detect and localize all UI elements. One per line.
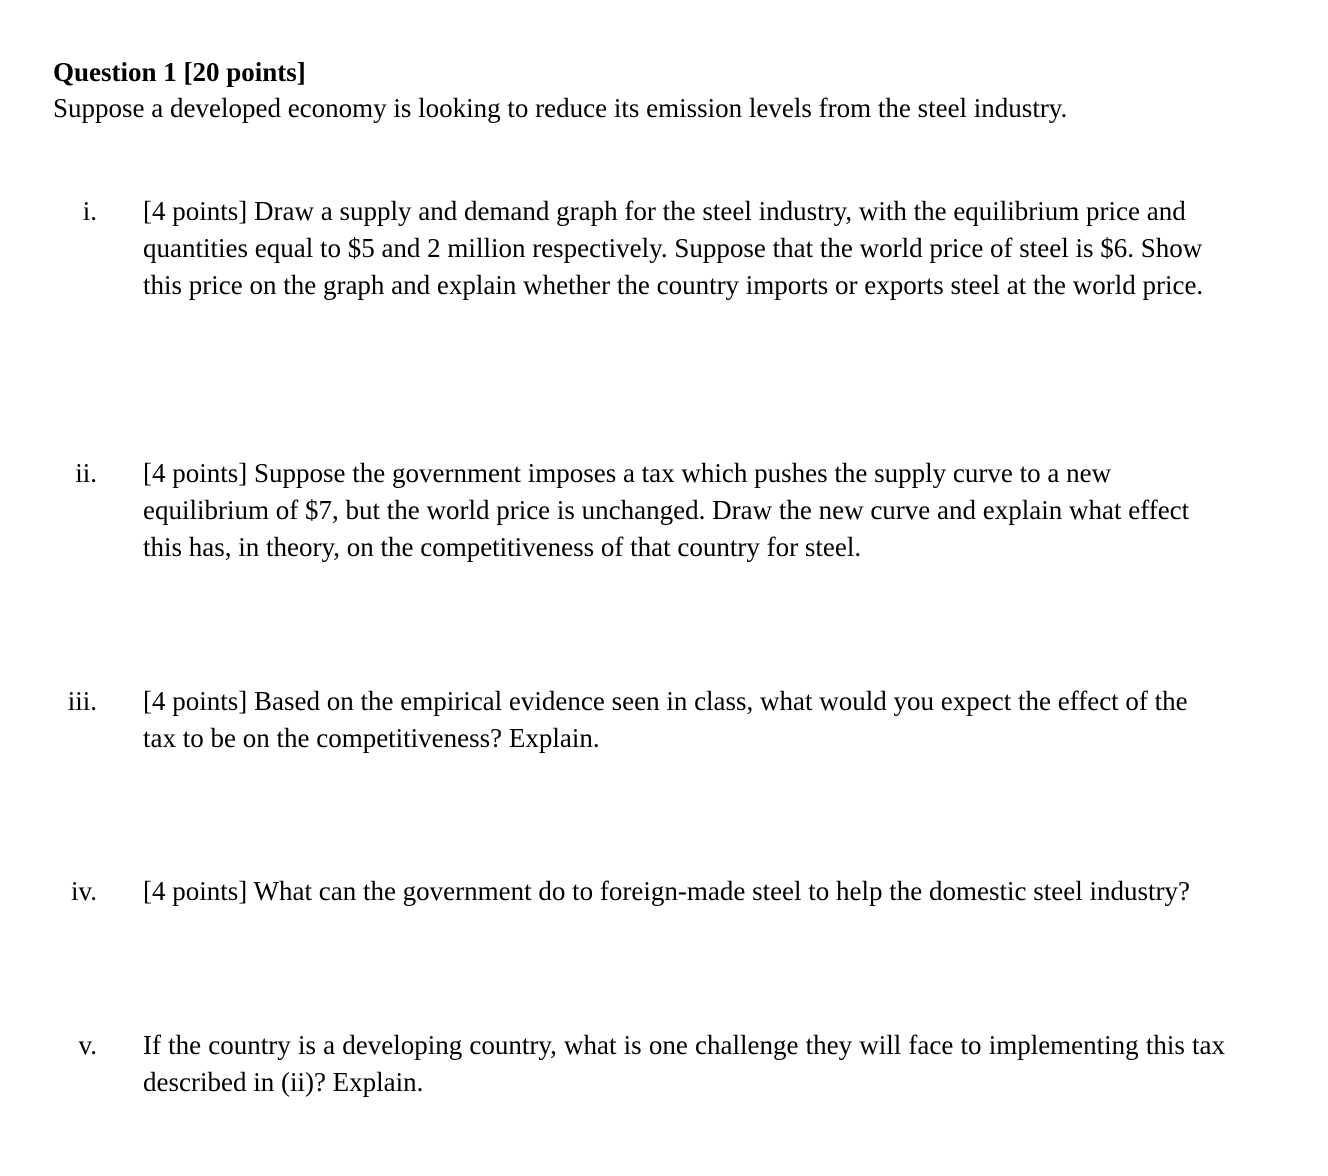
item-numeral: iii. xyxy=(67,686,97,716)
item-numeral: i. xyxy=(82,196,97,226)
question-heading: Question 1 [20 points] xyxy=(53,57,306,87)
item-text: [4 points] Suppose the government imposes a tax which pushes the supply curve to a new equilibrium of $7, but the world price is unchanged. Draw the new curve and explain what effect this has, in theory, on the competitiveness of that country for steel. xyxy=(143,458,1190,562)
item-numeral: ii. xyxy=(75,458,97,488)
item-text: [4 points] Draw a supply and demand graph for the steel industry, with the equilibrium price and quantities equal to $5 and 2 million respectively. Suppose that the world price of steel is $6. Show this price on the graph and explain whether the country imports or exports steel at the world price. xyxy=(143,196,1204,300)
item-text: [4 points] What can the government do to foreign-made steel to help the domestic steel industry? xyxy=(143,876,1190,906)
question-intro: Suppose a developed economy is looking to reduce its emission levels from the steel industry. xyxy=(53,93,1068,123)
item-text: [4 points] Based on the empirical evidence seen in class, what would you expect the effect of the tax to be on the competitiveness? Explain. xyxy=(143,686,1188,753)
item-numeral: iv. xyxy=(71,876,97,906)
item-text: If the country is a developing country, what is one challenge they will face to implementing this tax described in (ii)? Explain. xyxy=(143,1030,1225,1097)
item-numeral: v. xyxy=(78,1030,97,1060)
